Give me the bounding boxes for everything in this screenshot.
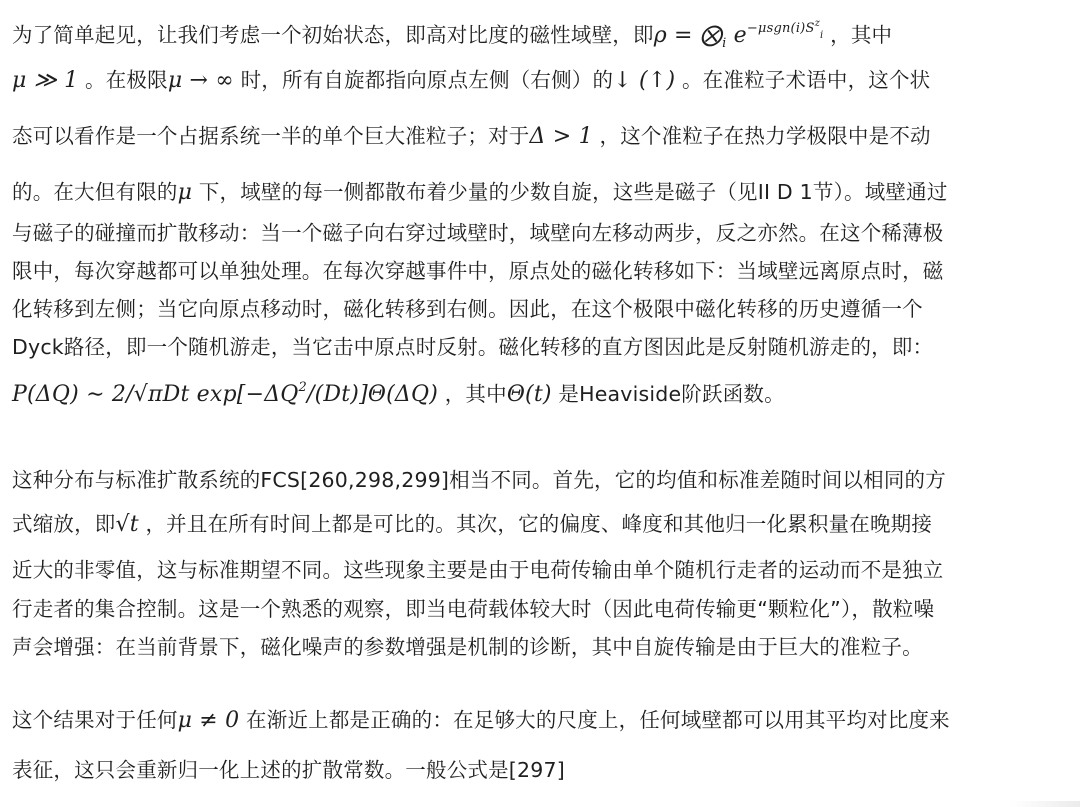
math-superscript: z bbox=[814, 18, 821, 29]
math-expression: e bbox=[726, 23, 747, 48]
paragraph-1 bbox=[12, 4, 948, 410]
text-line bbox=[12, 590, 946, 628]
text-run: 的。在大但有限的 bbox=[12, 180, 178, 204]
text-run: Dyck路径，即一个随机游走，当它击中原点时反射。磁化转移的直方图因此是反射随机游走的，即： bbox=[12, 335, 934, 359]
text-line bbox=[12, 460, 946, 500]
text-run: 近大的非零值，这与标准期望不同。这些现象主要是由于电荷传输由单个随机行走者的运动而不是独立 bbox=[12, 558, 944, 582]
text-run: 与磁子的碰撞而扩散移动：当一个磁子向右穿过域壁时，域壁向左移动两步，反之亦然。在这个稀薄极 bbox=[12, 221, 944, 245]
text-line bbox=[12, 750, 950, 790]
math-superscript: −μsgn(i)S bbox=[746, 21, 815, 36]
text-run: 这个结果对于任何 bbox=[12, 708, 178, 732]
paragraph-2 bbox=[12, 460, 946, 666]
text-line bbox=[12, 504, 946, 544]
math-expression: Δ > 1 bbox=[529, 124, 593, 149]
math-expression: μ bbox=[177, 180, 193, 205]
text-line bbox=[12, 116, 948, 156]
text-line bbox=[12, 628, 946, 666]
text-run: 下，域壁的每一侧都散布着少量的少数自旋，这些是磁子（见II D 1节）。域壁通过 bbox=[192, 180, 948, 204]
text-run: 限中，每次穿越都可以单独处理。在每次穿越事件中，原点处的磁化转移如下：当域壁远离原点时，磁 bbox=[12, 259, 944, 283]
text-run: 时，所有自旋都指向原点左侧（右侧）的 bbox=[233, 68, 614, 92]
math-expression: P(ΔQ) ∼ 2/√πDt exp[−ΔQ bbox=[12, 382, 299, 407]
text-line bbox=[12, 328, 948, 366]
text-run: 表征，这只会重新归一化上述的扩散常数。一般公式是[297] bbox=[12, 758, 565, 782]
math-expression: μ → ∞ bbox=[167, 68, 234, 93]
text-line bbox=[12, 366, 948, 410]
math-expression: μ ≫ 1 bbox=[12, 68, 79, 93]
text-run: 这种分布与标准扩散系统的FCS[260,298,299]相当不同。首先，它的均值和标准差随时间以相同的方 bbox=[12, 468, 946, 492]
text-line bbox=[12, 550, 946, 590]
text-run: ，其中 bbox=[823, 23, 893, 47]
text-run: 态可以看作是一个占据系统一半的单个巨大准粒子；对于 bbox=[12, 124, 530, 148]
text-run: 行走者的集合控制。这是一个熟悉的观察，即当电荷载体较大时（因此电荷传输更“颗粒化”），散粒噪 bbox=[12, 597, 935, 621]
text-run: 为了简单起见，让我们考虑一个初始状态，即高对比度的磁性域壁，即 bbox=[12, 23, 654, 47]
paragraph-3 bbox=[12, 700, 950, 790]
math-expression: ρ = ⨂ bbox=[653, 23, 723, 48]
math-subscript: i bbox=[820, 30, 824, 41]
math-superscript: 2 bbox=[298, 380, 308, 395]
text-run: ，其中 bbox=[437, 382, 507, 406]
math-expression: ↓ (↑) bbox=[613, 68, 676, 93]
text-run: ，这个准粒子在热力学极限中是不动 bbox=[592, 124, 931, 148]
text-run: 。在准粒子术语中，这个状 bbox=[675, 68, 931, 92]
text-line bbox=[12, 172, 948, 212]
math-expression: /(Dt)]Θ(ΔQ) bbox=[307, 382, 438, 407]
text-line bbox=[12, 60, 948, 100]
math-subscript: i bbox=[722, 36, 727, 51]
math-expression: μ ≠ 0 bbox=[177, 708, 240, 733]
text-run: 声会增强：在当前背景下，磁化噪声的参数增强是机制的诊断，其中自旋传输是由于巨大的准粒子。 bbox=[12, 635, 923, 659]
text-run: 。在极限 bbox=[78, 68, 168, 92]
text-line bbox=[12, 214, 948, 252]
text-run: 式缩放，即 bbox=[12, 512, 116, 536]
text-run: 化转移到左侧；当它向原点移动时，磁化转移到右侧。因此，在这个极限中磁化转移的历史遵循一个 bbox=[12, 297, 923, 321]
math-expression: √t bbox=[115, 512, 139, 537]
text-line bbox=[12, 252, 948, 290]
text-run: 在渐近上都是正确的：在足够大的尺度上，任何域壁都可以用其平均对比度来 bbox=[239, 708, 950, 732]
math-expression: Θ(t) bbox=[506, 382, 552, 407]
text-run: ，并且在所有时间上都是可比的。其次，它的偏度、峰度和其他归一化累积量在晚期接 bbox=[138, 512, 933, 536]
text-line bbox=[12, 700, 950, 740]
text-run: 是Heaviside阶跃函数。 bbox=[551, 382, 785, 406]
text-line bbox=[12, 290, 948, 328]
text-line bbox=[12, 4, 948, 51]
scroll-shadow bbox=[1010, 801, 1080, 807]
